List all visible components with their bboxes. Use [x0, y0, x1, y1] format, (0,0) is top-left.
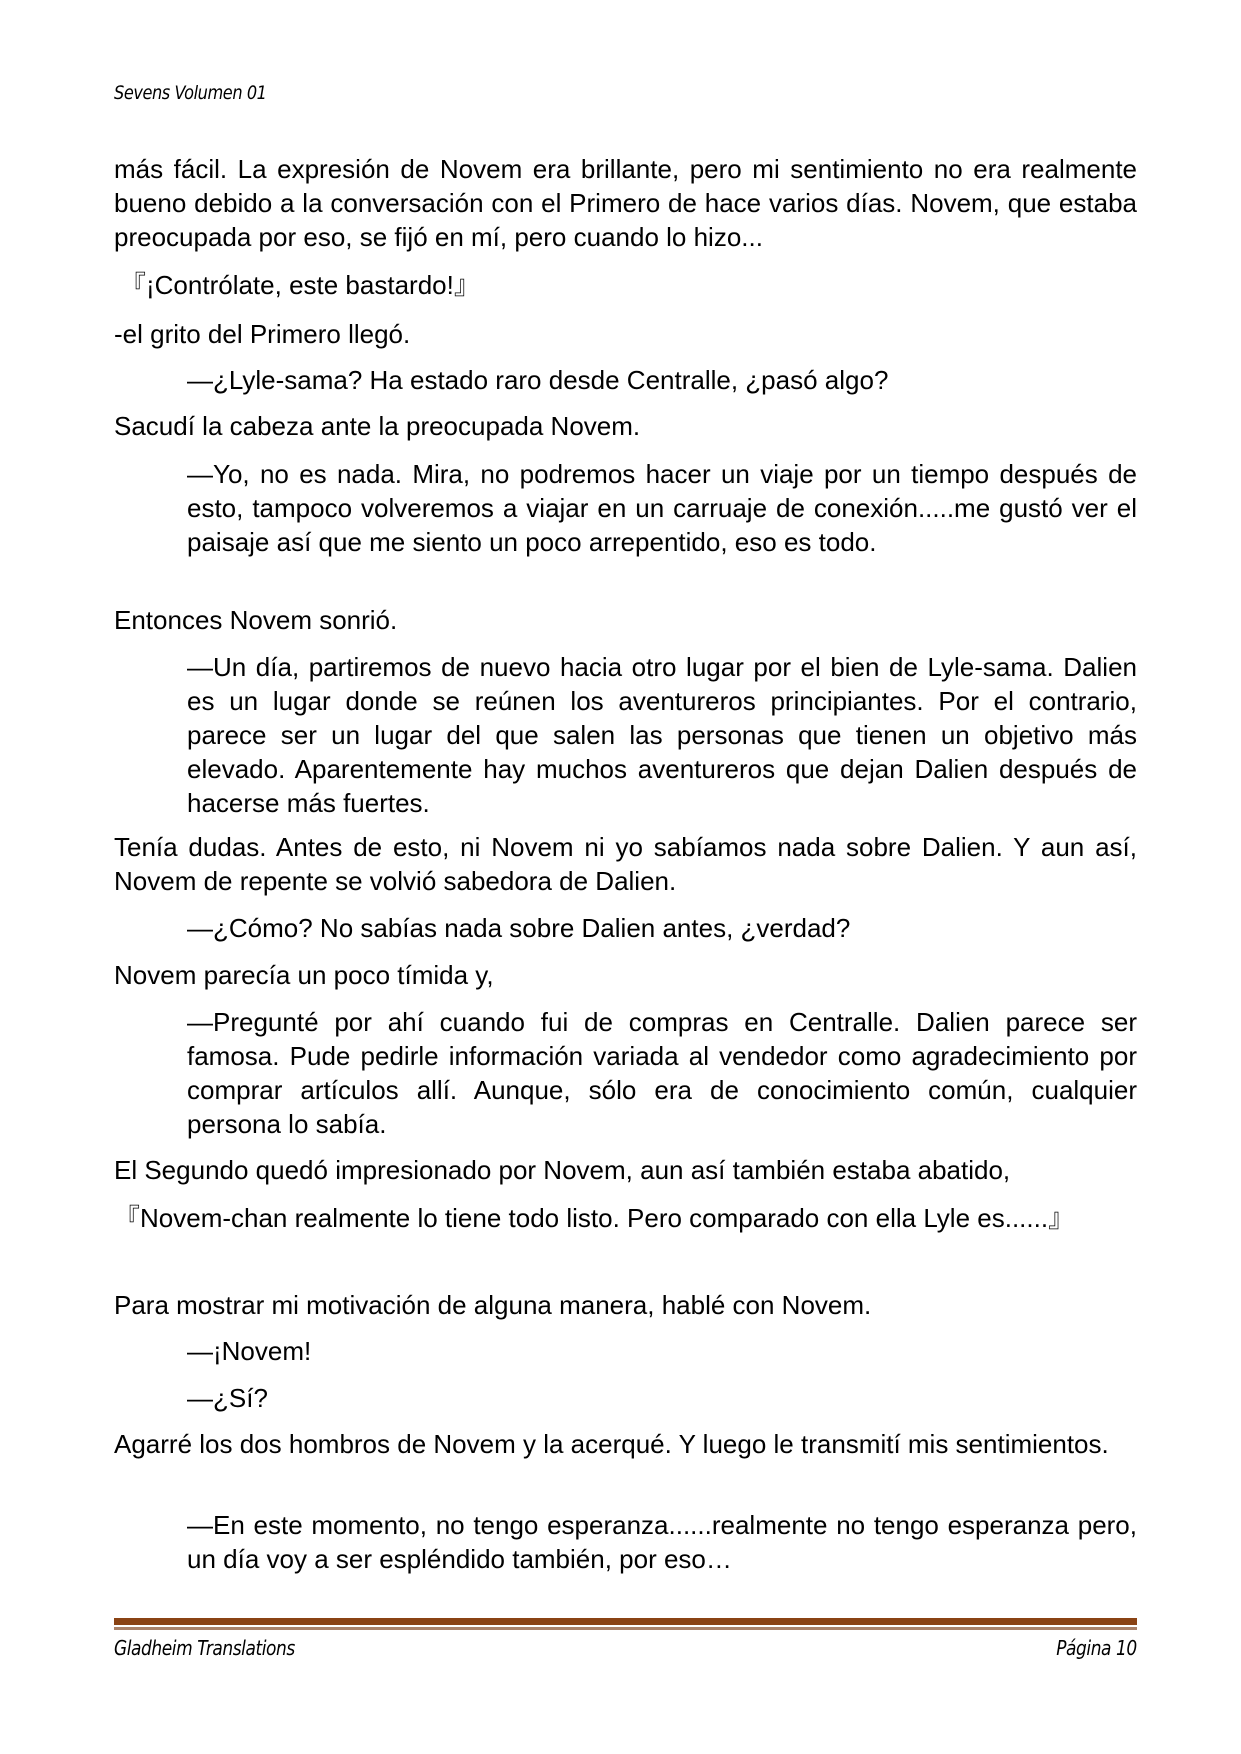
- paragraph: más fácil. La expresión de Novem era brillante, pero mi sentimiento no era realmente bueno debido a la conversación con el Primero de hace varios días. Novem, que estaba preocupada por eso, se fijó en mí, pero cuando lo hizo...: [114, 154, 1137, 252]
- paragraph: Novem parecía un poco tímida y,: [114, 960, 494, 990]
- footer-publisher: Gladheim Translations: [114, 1636, 295, 1660]
- dialogue: —Yo, no es nada. Mira, no podremos hacer un viaje por un tiempo después de esto, tampoco volveremos a viajar en un carruaje de conexión.....me gustó ver el paisaje así que me siento un poco arrepentido, eso es todo.: [187, 459, 1137, 557]
- paragraph: -el grito del Primero llegó.: [114, 319, 411, 349]
- paragraph: Para mostrar mi motivación de alguna manera, hablé con Novem.: [114, 1290, 872, 1320]
- dialogue: —¡Novem!: [187, 1336, 312, 1366]
- paragraph-thought: 『¡Contrólate, este bastardo!』: [120, 270, 480, 300]
- dialogue: —¿Cómo? No sabías nada sobre Dalien antes, ¿verdad?: [187, 913, 851, 943]
- dialogue: —En este momento, no tengo esperanza......realmente no tengo esperanza pero, un día voy a ser espléndido también, por eso…: [187, 1510, 1137, 1574]
- paragraph: Sacudí la cabeza ante la preocupada Novem.: [114, 411, 641, 441]
- dialogue: —Pregunté por ahí cuando fui de compras en Centralle. Dalien parece ser famosa. Pude pedirle información variada al vendedor como agradecimiento por comprar artículos allí. Aunque, sólo era de conocimiento común, cualquier persona lo sabía.: [187, 1007, 1137, 1139]
- dialogue: —Un día, partiremos de nuevo hacia otro lugar por el bien de Lyle-sama. Dalien es un lugar donde se reúnen los aventureros principiantes. Por el contrario, parece ser un lugar del que salen las personas que tienen un objetivo más elevado. Aparentemente hay muchos aventureros que dejan Dalien después de hacerse más fuertes.: [187, 652, 1137, 818]
- footer-rule-thin: [114, 1627, 1137, 1630]
- paragraph: Tenía dudas. Antes de esto, ni Novem ni yo sabíamos nada sobre Dalien. Y aun así, Novem de repente se volvió sabedora de Dalien.: [114, 832, 1137, 896]
- page-number: Página 10: [1056, 1636, 1137, 1660]
- paragraph: El Segundo quedó impresionado por Novem, aun así también estaba abatido,: [114, 1155, 1011, 1185]
- paragraph: Entonces Novem sonrió.: [114, 605, 398, 635]
- paragraph-thought: 『Novem-chan realmente lo tiene todo listo. Pero comparado con ella Lyle es......』: [114, 1203, 1075, 1233]
- dialogue: —¿Sí?: [187, 1383, 268, 1413]
- page-header-title: Sevens Volumen 01: [114, 82, 267, 104]
- paragraph: Agarré los dos hombros de Novem y la acerqué. Y luego le transmití mis sentimientos.: [114, 1429, 1109, 1459]
- dialogue: —¿Lyle-sama? Ha estado raro desde Centralle, ¿pasó algo?: [187, 365, 889, 395]
- footer-rule: [114, 1618, 1137, 1625]
